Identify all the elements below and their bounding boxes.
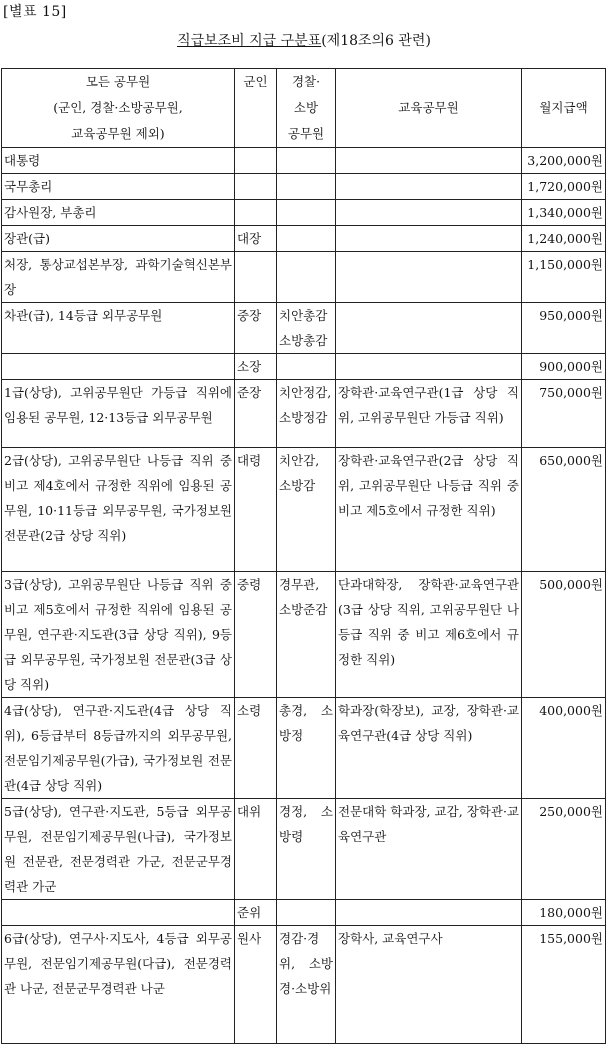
cell-police xyxy=(277,174,336,200)
cell-police xyxy=(277,200,336,226)
cell-military: 준위 xyxy=(235,900,277,926)
cell-police: 경무관, 소방준감 xyxy=(277,572,336,698)
cell-police xyxy=(277,148,336,174)
cell-general: 4급(상당), 연구관·지도관(4급 상당 직위), 6등급부터 8등급까지의 외무공무원, 전문임기제공무원(가급), 국가정보원 전문관(4급 상당 직위) xyxy=(2,698,235,799)
cell-education: 전문대학 학과장, 교감, 장학관·교육연구관 xyxy=(336,799,522,900)
cell-education: 장학사, 교육연구사 xyxy=(336,926,522,1044)
table-row xyxy=(2,698,606,799)
cell-education: 학과장(학장보), 교장, 장학관·교육연구관(4급 상당 직위) xyxy=(336,698,522,799)
cell-general: 1급(상당), 고위공무원단 가등급 직위에 임용된 공무원, 12·13등급 외무공무원 xyxy=(2,380,235,448)
cell-amount: 950,000원 xyxy=(522,303,606,354)
cell-amount: 250,000원 xyxy=(522,799,606,900)
cell-military: 대위 xyxy=(235,799,277,900)
table-row xyxy=(2,448,606,572)
cell-education xyxy=(336,148,522,174)
header-military: 군인 xyxy=(235,69,277,148)
cell-military xyxy=(235,174,277,200)
allowance-table xyxy=(1,68,606,1044)
cell-education xyxy=(336,226,522,252)
header-general: 모든 공무원 (군인, 경찰·소방공무원, 교육공무원 제외) xyxy=(2,69,235,148)
header-police: 경찰· 소방 공무원 xyxy=(277,69,336,148)
cell-military: 준장 xyxy=(235,380,277,448)
table-row xyxy=(2,226,606,252)
cell-amount: 900,000원 xyxy=(522,354,606,380)
cell-amount: 155,000원 xyxy=(522,926,606,1044)
cell-general: 6급(상당), 연구사·지도사, 4등급 외무공무원, 전문임기제공무원(다급), 전문경력관 나군, 전문군무경력관 나군 xyxy=(2,926,235,1044)
cell-general: 대통령 xyxy=(2,148,235,174)
table-row xyxy=(2,303,606,354)
header-amount: 월지급액 xyxy=(522,69,606,148)
table-row xyxy=(2,200,606,226)
cell-education xyxy=(336,252,522,303)
cell-police xyxy=(277,252,336,303)
table-row xyxy=(2,148,606,174)
cell-education xyxy=(336,354,522,380)
cell-amount: 3,200,000원 xyxy=(522,148,606,174)
cell-general: 처장, 통상교섭본부장, 과학기술혁신본부장 xyxy=(2,252,235,303)
cell-police: 총경, 소방정 xyxy=(277,698,336,799)
cell-military: 중령 xyxy=(235,572,277,698)
table-row xyxy=(2,174,606,200)
cell-general: 국무총리 xyxy=(2,174,235,200)
cell-amount: 750,000원 xyxy=(522,380,606,448)
cell-general: 장관(급) xyxy=(2,226,235,252)
table-row xyxy=(2,799,606,900)
cell-military: 대령 xyxy=(235,448,277,572)
cell-military: 중장 xyxy=(235,303,277,354)
cell-amount: 400,000원 xyxy=(522,698,606,799)
cell-amount: 1,340,000원 xyxy=(522,200,606,226)
cell-education xyxy=(336,174,522,200)
table-row xyxy=(2,926,606,1044)
title-sub: (제18조의6 관련) xyxy=(321,33,431,49)
table-row xyxy=(2,252,606,303)
cell-general: 감사원장, 부총리 xyxy=(2,200,235,226)
cell-amount: 1,150,000원 xyxy=(522,252,606,303)
cell-general: 3급(상당), 고위공무원단 나등급 직위 중 비고 제5호에서 규정한 직위에 임용된 공무원, 연구관·지도관(3급 상당 직위), 9등급 외무공무원, 국가정보원 전문관(3급 상당 직위) xyxy=(2,572,235,698)
cell-education: 단과대학장, 장학관·교육연구관(3급 상당 직위, 고위공무원단 나등급 직위 중 비고 제6호에서 규정한 직위) xyxy=(336,572,522,698)
table-row xyxy=(2,900,606,926)
table-row xyxy=(2,354,606,380)
cell-general: 차관(급), 14등급 외무공무원 xyxy=(2,303,235,354)
cell-military: 원사 xyxy=(235,926,277,1044)
header-row xyxy=(2,69,606,148)
cell-police: 치안감, 소방감 xyxy=(277,448,336,572)
cell-military xyxy=(235,200,277,226)
cell-police: 경감·경위, 소방경·소방위 xyxy=(277,926,336,1044)
cell-education xyxy=(336,200,522,226)
cell-military: 대장 xyxy=(235,226,277,252)
cell-police xyxy=(277,900,336,926)
document-title xyxy=(0,30,608,50)
cell-education xyxy=(336,900,522,926)
cell-general xyxy=(2,900,235,926)
cell-education xyxy=(336,303,522,354)
cell-police xyxy=(277,354,336,380)
cell-police: 치안총감 소방총감 xyxy=(277,303,336,354)
title-main: 직급보조비 지급 구분표 xyxy=(177,33,322,49)
cell-amount: 180,000원 xyxy=(522,900,606,926)
cell-amount: 1,720,000원 xyxy=(522,174,606,200)
header-education: 교육공무원 xyxy=(336,69,522,148)
cell-general: 2급(상당), 고위공무원단 나등급 직위 중 비고 제4호에서 규정한 직위에 임용된 공무원, 10·11등급 외무공무원, 국가정보원 전문관(2급 상당 직위) xyxy=(2,448,235,572)
table-row xyxy=(2,380,606,448)
table-row xyxy=(2,572,606,698)
cell-general xyxy=(2,354,235,380)
cell-amount: 1,240,000원 xyxy=(522,226,606,252)
cell-police: 경정, 소방령 xyxy=(277,799,336,900)
cell-education: 장학관·교육연구관(2급 상당 직위, 고위공무원단 나등급 직위 중 비고 제5호에서 규정한 직위) xyxy=(336,448,522,572)
cell-amount: 650,000원 xyxy=(522,448,606,572)
cell-military xyxy=(235,148,277,174)
cell-education: 장학관·교육연구관(1급 상당 직위, 고위공무원단 가등급 직위) xyxy=(336,380,522,448)
cell-police xyxy=(277,226,336,252)
appendix-label: [별표 15] xyxy=(3,4,67,20)
cell-amount: 500,000원 xyxy=(522,572,606,698)
cell-police: 치안정감, 소방정감 xyxy=(277,380,336,448)
cell-military xyxy=(235,252,277,303)
cell-military: 소장 xyxy=(235,354,277,380)
cell-military: 소령 xyxy=(235,698,277,799)
cell-general: 5급(상당), 연구관·지도관, 5등급 외무공무원, 전문임기제공무원(나급), 국가정보원 전문관, 전문경력관 가군, 전문군무경력관 가군 xyxy=(2,799,235,900)
